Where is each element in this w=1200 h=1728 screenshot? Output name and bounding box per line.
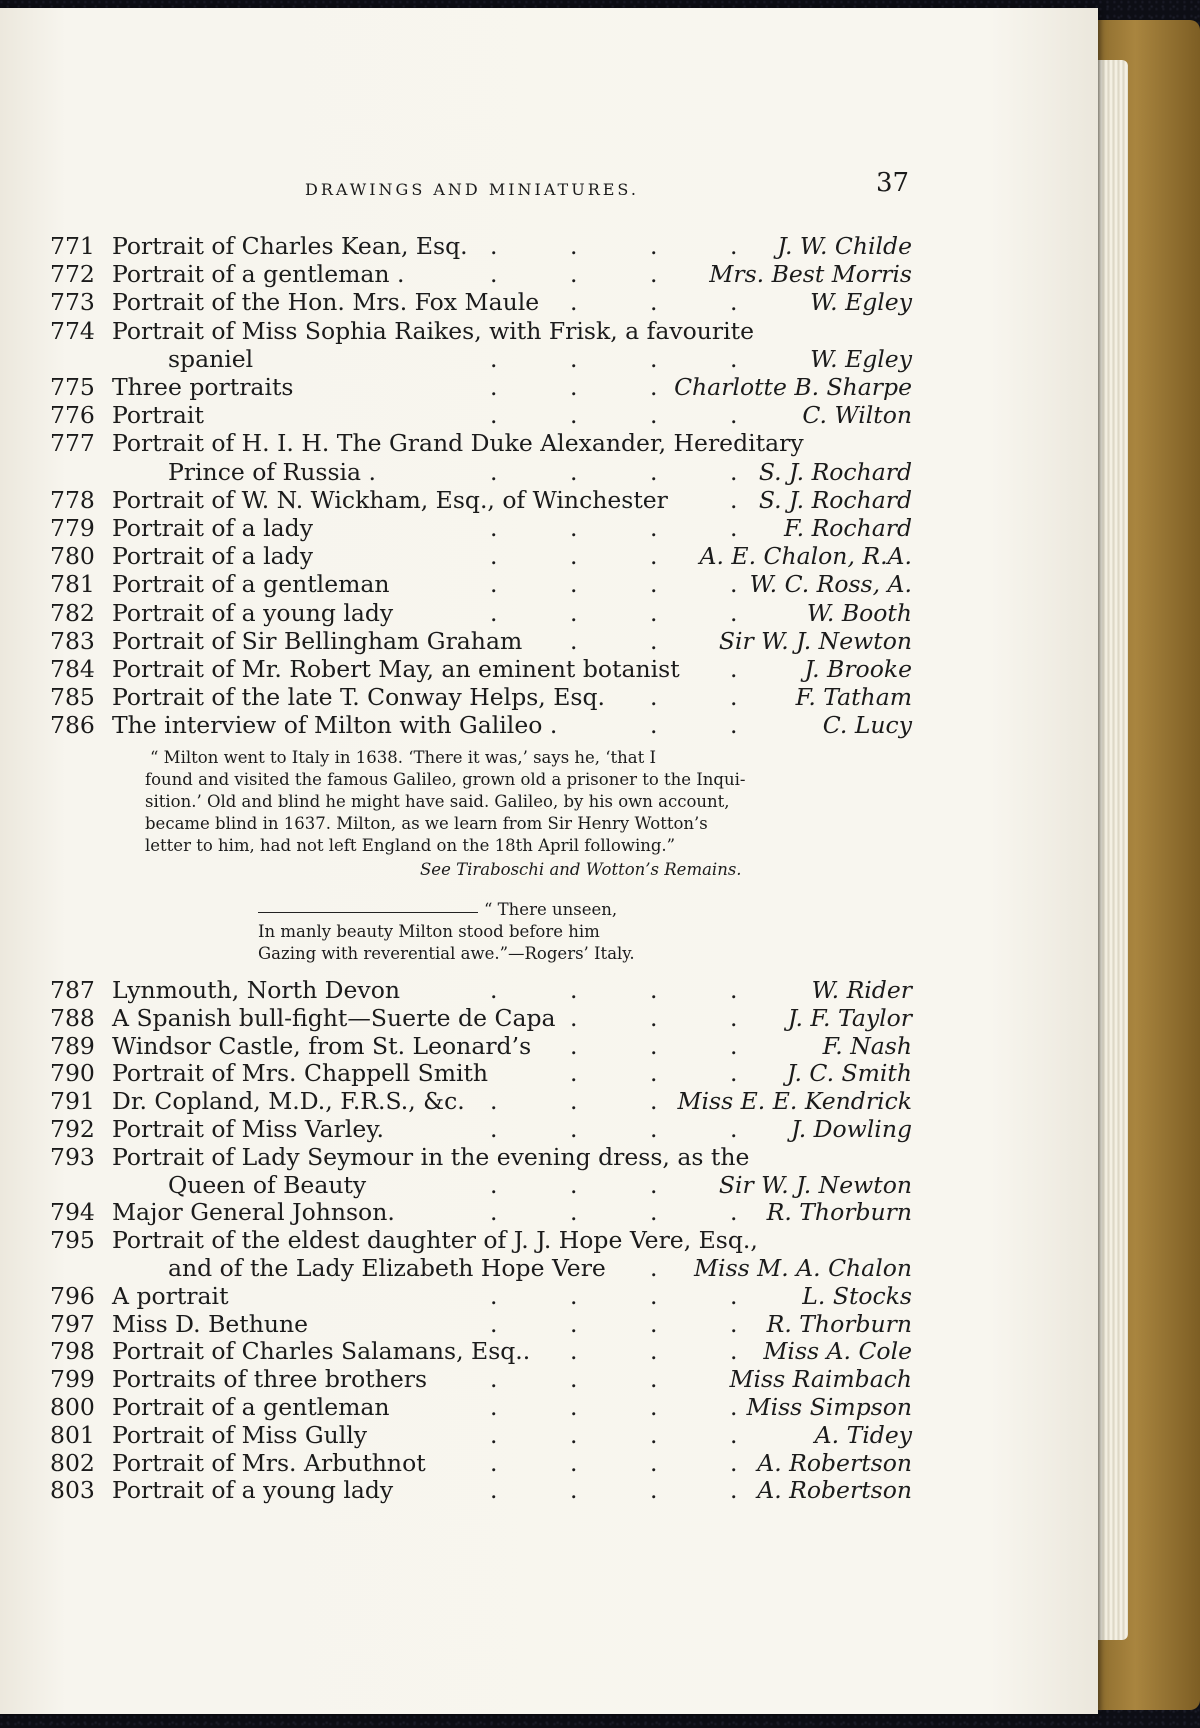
entry-number: 797 [50, 1309, 95, 1338]
catalogue-entry: 792 Portrait of Miss Varley. . . . . J. Dowling [50, 1115, 912, 1143]
entry-title: A portrait [112, 1281, 229, 1310]
entry-title: Portrait of W. N. Wickham, Esq., of Winchester [112, 485, 668, 514]
catalogue-entry: and of the Lady Elizabeth Hope Vere . Miss M. A. Chalon [168, 1254, 912, 1282]
entry-number: 801 [50, 1420, 95, 1449]
entry-number: 792 [50, 1115, 95, 1143]
entry-number: 778 [50, 485, 95, 514]
entry-artist: Miss Raimbach [729, 1365, 912, 1394]
catalogue-entry [50, 1226, 912, 1256]
catalogue-entry: 783 Portrait of Sir Bellingham Graham . . Sir W. J. Newton [50, 626, 912, 655]
entry-artist: C. Lucy [822, 711, 912, 740]
entry-number: 791 [50, 1087, 95, 1116]
entry-title: Dr. Copland, M.D., F.R.S., &c. [112, 1087, 465, 1116]
catalogue-entry: 776 Portrait . . . . C. Wilton [50, 401, 912, 430]
catalogue-entry: 779 Portrait of a lady . . . . F. Rochard [50, 514, 912, 542]
entry-number: 789 [50, 1031, 95, 1060]
entry-number: 788 [50, 1003, 95, 1032]
entry-artist: J. W. Childe [777, 232, 912, 260]
entry-title: Portrait of H. I. H. The Grand Duke Alexander, Hereditary [112, 429, 804, 458]
entry-number: 783 [50, 626, 95, 655]
catalogue-entry: 798 Portrait of Charles Salamans, Esq.. . . . Miss A. Cole [50, 1337, 912, 1366]
entry-title: Portrait of Miss Varley. [112, 1115, 384, 1143]
catalogue-entry [50, 1143, 912, 1173]
entry-number: 772 [50, 260, 95, 289]
entry-artist: C. Wilton [802, 401, 912, 430]
entry-title: Lynmouth, North Devon [112, 976, 400, 1004]
catalogue-entry: 782 Portrait of a young lady . . . . W. Booth [50, 598, 912, 627]
entry-title: Portrait of a lady [112, 514, 314, 542]
catalogue-entry: 771 Portrait of Charles Kean, Esq. . . . . J. W. Childe [50, 232, 912, 260]
entry-artist: Sir W. J. Newton [718, 626, 912, 655]
catalogue-entry: 790 Portrait of Mrs. Chappell Smith . . . J. C. Smith [50, 1059, 912, 1088]
entry-artist: S. J. Rochard [758, 457, 912, 486]
running-title: DRAWINGS AND MINIATURES. [305, 180, 639, 199]
entry-artist: A. Tidey [814, 1420, 912, 1449]
catalogue-entry: 784 Portrait of Mr. Robert May, an eminent botanist . J. Brooke [50, 655, 912, 683]
entry-artist: J. C. Smith [786, 1059, 912, 1088]
entry-title: Portrait [112, 401, 204, 430]
entry-title: Windsor Castle, from St. Leonard’s [112, 1031, 532, 1060]
entry-title: Portrait of Lady Seymour in the evening dress, as the [112, 1142, 750, 1171]
entry-title: Queen of Beauty [168, 1170, 367, 1199]
entry-title: Portrait of Miss Gully [112, 1420, 368, 1449]
entry-number: 799 [50, 1365, 95, 1394]
entry-title: Prince of Russia . [168, 457, 376, 486]
entry-title: and of the Lady Elizabeth Hope Vere [168, 1254, 606, 1282]
catalogue-entry: 794 Major General Johnson. . . . . R. Thorburn [50, 1198, 912, 1227]
note-source: See Tiraboschi and Wotton’s Remains. [420, 860, 742, 879]
entry-title: Miss D. Bethune [112, 1309, 309, 1338]
entry-artist: L. Stocks [802, 1281, 912, 1310]
entry-artist: R. Thorburn [766, 1198, 912, 1227]
catalogue-entry: 791 Dr. Copland, M.D., F.R.S., &c. . . . Miss E. E. Kendrick [50, 1087, 912, 1116]
entry-number: 780 [50, 542, 95, 571]
entry-artist: Charlotte B. Sharpe [674, 373, 912, 401]
note-line: sition.’ Old and blind he might have said. Galileo, by his own account, [145, 792, 730, 811]
entry-number: 795 [50, 1226, 95, 1255]
entry-number: 779 [50, 514, 95, 542]
catalogue-entry [50, 317, 912, 347]
catalogue-entry: 802 Portrait of Mrs. Arbuthnot . . . . A. Robertson [50, 1448, 912, 1477]
entry-number: 796 [50, 1281, 95, 1310]
catalogue-entry: 785 Portrait of the late T. Conway Helps, Esq. . . F. Tatham [50, 683, 912, 712]
verse-dash-rule [258, 912, 478, 913]
entry-artist: J. Brooke [804, 655, 912, 683]
entry-artist: Sir W. J. Newton [718, 1170, 912, 1199]
entry-number: 784 [50, 655, 95, 683]
entry-title: Portrait of Mrs. Chappell Smith [112, 1059, 489, 1088]
entry-number: 803 [50, 1476, 95, 1505]
entry-number: 771 [50, 232, 95, 260]
catalogue-entry: 797 Miss D. Bethune . . . . R. Thorburn [50, 1309, 912, 1338]
catalogue-entry: 788 A Spanish bull-fight—Suerte de Capa . . . J. F. Taylor [50, 1003, 912, 1032]
entry-title: Portrait of a gentleman [112, 570, 390, 599]
entry-title: Portraits of three brothers [112, 1365, 428, 1394]
catalogue-entry: 781 Portrait of a gentleman . . . . W. C. Ross, A. [50, 570, 912, 599]
note-line: letter to him, had not left England on the 18th April following.” [145, 836, 676, 855]
verse-line: “ There unseen, [484, 900, 618, 919]
catalogue-entry: 786 The interview of Milton with Galileo . . . C. Lucy [50, 711, 912, 740]
entry-artist: J. Dowling [791, 1115, 912, 1143]
entry-number: 781 [50, 570, 95, 599]
entry-number: 790 [50, 1059, 95, 1088]
entry-number: 798 [50, 1337, 95, 1366]
entry-title: Portrait of the eldest daughter of J. J. Hope Vere, Esq., [112, 1226, 758, 1255]
entry-artist: W. Booth [806, 598, 912, 627]
entry-artist: J. F. Taylor [787, 1003, 912, 1032]
entry-title: Portrait of a young lady [112, 598, 394, 627]
catalogue-entry: 796 A portrait . . . . L. Stocks [50, 1281, 912, 1310]
entry-number: 802 [50, 1448, 95, 1477]
page-number: 37 [876, 168, 910, 198]
entry-number: 800 [50, 1393, 95, 1421]
note-line: “ Milton went to Italy in 1638. ‘There it was,’ says he, ‘that I [150, 748, 657, 767]
catalogue-entry: 773 Portrait of the Hon. Mrs. Fox Maule . . . W. Egley [50, 288, 912, 317]
entry-title: Portrait of Miss Sophia Raikes, with Frisk, a favourite [112, 316, 754, 345]
entry-title: Portrait of Charles Salamans, Esq.. [112, 1337, 531, 1366]
catalogue-entry: Prince of Russia . . . . . S. J. Rochard [168, 457, 912, 486]
entry-artist: R. Thorburn [766, 1309, 912, 1338]
entry-number: 785 [50, 683, 95, 712]
entry-title: Portrait of Mrs. Arbuthnot [112, 1448, 426, 1477]
entry-artist: W. C. Ross, A. [749, 570, 912, 599]
entry-artist: A. E. Chalon, R.A. [699, 542, 912, 571]
entry-title: Portrait of a gentleman . [112, 260, 405, 289]
catalogue-entry: 801 Portrait of Miss Gully . . . . A. Tidey [50, 1420, 912, 1449]
entry-title: A Spanish bull-fight—Suerte de Capa [112, 1003, 556, 1032]
entry-title: Portrait of Sir Bellingham Graham [112, 626, 523, 655]
entry-artist: S. J. Rochard [758, 485, 912, 514]
catalogue-entry: 787 Lynmouth, North Devon . . . . W. Rider [50, 976, 912, 1004]
entry-artist: A. Robertson [757, 1448, 912, 1477]
entry-artist: W. Egley [810, 344, 912, 373]
entry-artist: Miss Simpson [746, 1393, 912, 1421]
entry-number: 787 [50, 976, 95, 1004]
entry-title: Portrait of a young lady [112, 1476, 394, 1505]
entry-title: Portrait of a gentleman [112, 1393, 390, 1421]
entry-title: Portrait of the Hon. Mrs. Fox Maule [112, 288, 540, 317]
entry-title: spaniel [168, 344, 254, 373]
entry-artist: W. Egley [810, 288, 912, 317]
entry-number: 775 [50, 373, 95, 401]
entry-number: 773 [50, 288, 95, 317]
entry-artist: F. Rochard [783, 514, 912, 542]
catalogue-entry: 803 Portrait of a young lady . . . . A. Robertson [50, 1476, 912, 1505]
entry-title: Major General Johnson. [112, 1198, 395, 1227]
entry-number: 777 [50, 429, 95, 458]
catalogue-entry: 800 Portrait of a gentleman . . . . Miss Simpson [50, 1393, 912, 1421]
entry-title: Portrait of Charles Kean, Esq. [112, 232, 468, 260]
catalogue-entry: 789 Windsor Castle, from St. Leonard’s . . . F. Nash [50, 1031, 912, 1060]
entry-artist: F. Nash [822, 1031, 912, 1060]
entry-title: Portrait of Mr. Robert May, an eminent botanist [112, 655, 680, 683]
verse-line: Gazing with reverential awe.”—Rogers’ Italy. [258, 944, 635, 963]
catalogue-entry: spaniel . . . . W. Egley [168, 344, 912, 373]
catalogue-entry: Queen of Beauty . . . Sir W. J. Newton [168, 1170, 912, 1199]
entry-number: 776 [50, 401, 95, 430]
verse-line: In manly beauty Milton stood before him [258, 922, 600, 941]
note-line: became blind in 1637. Milton, as we learn from Sir Henry Wotton’s [145, 814, 708, 833]
entry-number: 793 [50, 1142, 95, 1171]
note-line: found and visited the famous Galileo, grown old a prisoner to the Inqui- [145, 770, 746, 789]
entry-artist: Miss E. E. Kendrick [677, 1087, 912, 1116]
entry-artist: Mrs. Best Morris [709, 260, 912, 289]
catalogue-entry: 780 Portrait of a lady . . . A. E. Chalon, R.A. [50, 542, 912, 571]
entry-title: Portrait of the late T. Conway Helps, Esq. [112, 683, 605, 712]
catalogue-entry: 772 Portrait of a gentleman . . . . Mrs. Best Morris [50, 260, 912, 289]
entry-artist: Miss A. Cole [763, 1337, 912, 1366]
entry-artist: F. Tatham [795, 683, 912, 712]
entry-number: 794 [50, 1198, 95, 1227]
catalogue-entry: 778 Portrait of W. N. Wickham, Esq., of Winchester . S. J. Rochard [50, 485, 912, 514]
entry-artist: A. Robertson [757, 1476, 912, 1505]
catalogue-entry [50, 429, 912, 459]
entry-number: 786 [50, 711, 95, 740]
catalogue-entry: 775 Three portraits . . . Charlotte B. Sharpe [50, 373, 912, 401]
entry-artist: Miss M. A. Chalon [693, 1254, 912, 1282]
catalogue-entry: 799 Portraits of three brothers . . . Miss Raimbach [50, 1365, 912, 1394]
entry-title: The interview of Milton with Galileo . [112, 711, 558, 740]
entry-title: Three portraits [112, 373, 294, 401]
entry-title: Portrait of a lady [112, 542, 314, 571]
entry-artist: W. Rider [811, 976, 912, 1004]
book-page [0, 8, 1098, 1714]
entry-number: 782 [50, 598, 95, 627]
entry-number: 774 [50, 316, 95, 345]
